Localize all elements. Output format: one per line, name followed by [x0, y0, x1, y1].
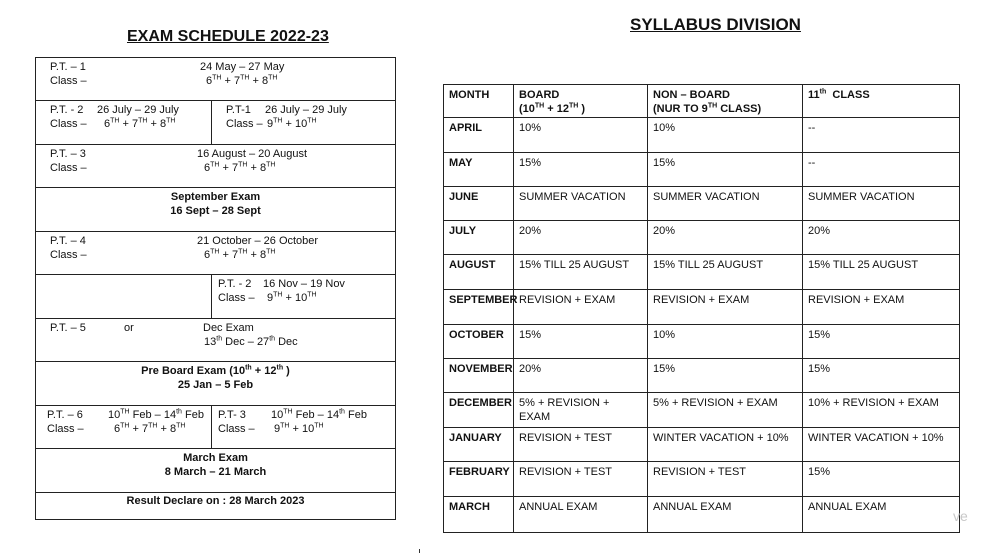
september-exam-title: September Exam — [170, 191, 261, 203]
table-cell: REVISION + EXAM — [514, 290, 648, 325]
month-cell: JULY — [444, 221, 514, 255]
pt3-label: P.T. – 3 — [50, 148, 86, 160]
pt3b-date: 10TH Feb – 14th Feb — [271, 408, 367, 421]
table-cell: REVISION + EXAM — [803, 290, 960, 325]
table-cell: WINTER VACATION + 10% — [648, 428, 803, 462]
march-exam-title: March Exam — [183, 452, 248, 464]
pt4-class-label: Class – — [50, 249, 87, 261]
month-cell: AUGUST — [444, 255, 514, 290]
pt2-class-label: Class – — [50, 118, 87, 130]
dec-exam-date: 13th Dec – 27th Dec — [204, 335, 298, 348]
header-non-board: NON – BOARD (NUR TO 9TH CLASS) — [648, 85, 803, 118]
pt1-label: P.T. – 1 — [50, 61, 86, 73]
pt4-date: 21 October – 26 October — [197, 235, 319, 247]
month-cell: APRIL — [444, 118, 514, 153]
september-exam-date: 16 Sept – 28 Sept — [170, 205, 261, 217]
table-row — [444, 118, 960, 153]
table-cell: SUMMER VACATION — [648, 187, 803, 221]
table-cell: SUMMER VACATION — [803, 187, 960, 221]
table-cell: 15% — [803, 462, 960, 497]
table-cell: SUMMER VACATION — [514, 187, 648, 221]
table-cell: -- — [803, 153, 960, 187]
header-month: MONTH — [444, 85, 514, 118]
pt3b-classes: 9TH + 10TH — [274, 422, 324, 435]
table-cell: -- — [803, 118, 960, 153]
exam-row-pt2-nov — [36, 275, 395, 319]
march-exam-date: 8 March – 21 March — [164, 466, 267, 478]
table-cell: ANNUAL EXAM — [514, 497, 648, 533]
syllabus-header-row — [444, 85, 960, 118]
month-cell: NOVEMBER — [444, 359, 514, 393]
exam-row-preboard — [36, 362, 395, 406]
table-cell: ANNUAL EXAM — [803, 497, 960, 533]
table-cell: 15% — [648, 359, 803, 393]
pt2b-date: 16 Nov – 19 Nov — [263, 278, 345, 290]
pt6-date: 10TH Feb – 14th Feb — [108, 408, 204, 421]
table-cell: REVISION + EXAM — [648, 290, 803, 325]
table-cell: REVISION + TEST — [514, 462, 648, 497]
table-cell: 10% — [514, 118, 648, 153]
header-board: BOARD (10TH + 12TH ) — [514, 85, 648, 118]
watermark-icon: ve — [953, 508, 968, 524]
table-cell: 20% — [514, 359, 648, 393]
month-cell: MAY — [444, 153, 514, 187]
pt5-label: P.T. – 5 — [50, 322, 86, 334]
table-row — [444, 255, 960, 290]
pt2b-label: P.T. - 2 — [218, 278, 252, 290]
pt3-class-label: Class – — [50, 162, 87, 174]
table-cell: 15% TILL 25 AUGUST — [648, 255, 803, 290]
exam-row-pt6 — [36, 406, 395, 449]
page-mark — [419, 549, 420, 553]
exam-row-september — [36, 188, 395, 232]
exam-schedule-title: EXAM SCHEDULE 2022-23 — [127, 28, 329, 45]
table-cell: 5% + REVISION + EXAM — [514, 393, 648, 428]
syllabus-table — [443, 84, 960, 533]
table-cell: ANNUAL EXAM — [648, 497, 803, 533]
table-cell: 15% — [648, 153, 803, 187]
pt3-classes: 6TH + 7TH + 8TH — [204, 161, 276, 174]
month-cell: JUNE — [444, 187, 514, 221]
table-row — [444, 290, 960, 325]
table-row — [444, 462, 960, 497]
table-cell: 15% — [514, 153, 648, 187]
month-cell: SEPTEMBER — [444, 290, 514, 325]
preboard-date: 25 Jan – 5 Feb — [177, 379, 254, 391]
table-cell: 15% — [803, 325, 960, 359]
pt6-classes: 6TH + 7TH + 8TH — [114, 422, 186, 435]
pt2b-classes: 9TH + 10TH — [267, 291, 317, 304]
table-cell: 15% TILL 25 AUGUST — [514, 255, 648, 290]
table-cell: REVISION + TEST — [648, 462, 803, 497]
month-cell: OCTOBER — [444, 325, 514, 359]
pt3b-class-label: Class – — [218, 423, 255, 435]
pt3-date: 16 August – 20 August — [197, 148, 308, 160]
exam-row-pt5 — [36, 319, 395, 362]
month-cell: DECEMBER — [444, 393, 514, 428]
table-cell: 10% — [648, 118, 803, 153]
table-cell: REVISION + TEST — [514, 428, 648, 462]
table-row — [444, 325, 960, 359]
pt4-classes: 6TH + 7TH + 8TH — [204, 248, 276, 261]
pt2-label: P.T. - 2 — [50, 104, 84, 116]
month-cell: MARCH — [444, 497, 514, 533]
exam-schedule-table — [35, 57, 396, 520]
month-cell: JANUARY — [444, 428, 514, 462]
preboard-title: Pre Board Exam (10th + 12th ) — [141, 364, 290, 377]
pt5-or: or — [124, 322, 134, 334]
result-declare: Result Declare on : 28 March 2023 — [126, 495, 305, 507]
table-cell: 10% — [648, 325, 803, 359]
header-11th-class: 11th CLASS — [803, 85, 960, 118]
pt1-class-label: Class – — [50, 75, 87, 87]
table-row — [444, 153, 960, 187]
table-cell: 20% — [514, 221, 648, 255]
table-cell: 20% — [803, 221, 960, 255]
pt1b-label: P.T-1 — [226, 104, 251, 116]
exam-row-pt1 — [36, 58, 395, 101]
dec-exam-title: Dec Exam — [203, 322, 254, 334]
syllabus-division-title: SYLLABUS DIVISION — [630, 15, 801, 34]
table-cell: 15% — [803, 359, 960, 393]
table-row — [444, 428, 960, 462]
month-cell: FEBRUARY — [444, 462, 514, 497]
table-cell: 15% — [514, 325, 648, 359]
exam-row-pt4 — [36, 232, 395, 275]
table-row — [444, 393, 960, 428]
exam-row-pt3 — [36, 145, 395, 188]
pt6-class-label: Class – — [47, 423, 84, 435]
pt2-date: 26 July – 29 July — [97, 104, 179, 116]
exam-row-march — [36, 449, 395, 493]
table-cell: 5% + REVISION + EXAM — [648, 393, 803, 428]
pt1b-date: 26 July – 29 July — [265, 104, 347, 116]
pt1-classes: 6TH + 7TH + 8TH — [206, 74, 278, 87]
pt1-date: 24 May – 27 May — [200, 61, 285, 73]
table-row — [444, 221, 960, 255]
exam-row-pt2 — [36, 101, 395, 145]
table-cell: 20% — [648, 221, 803, 255]
table-cell: 10% + REVISION + EXAM — [803, 393, 960, 428]
pt1b-classes: 9TH + 10TH — [267, 117, 317, 130]
table-cell: WINTER VACATION + 10% — [803, 428, 960, 462]
pt1b-class-label: Class – — [226, 118, 263, 130]
pt4-label: P.T. – 4 — [50, 235, 86, 247]
table-row — [444, 187, 960, 221]
pt2b-class-label: Class – — [218, 292, 255, 304]
exam-row-result — [36, 493, 395, 521]
table-cell: 15% TILL 25 AUGUST — [803, 255, 960, 290]
table-row — [444, 497, 960, 533]
pt2-classes: 6TH + 7TH + 8TH — [104, 117, 176, 130]
table-row — [444, 359, 960, 393]
pt6-label: P.T. – 6 — [47, 409, 83, 421]
pt3b-label: P.T- 3 — [218, 409, 246, 421]
